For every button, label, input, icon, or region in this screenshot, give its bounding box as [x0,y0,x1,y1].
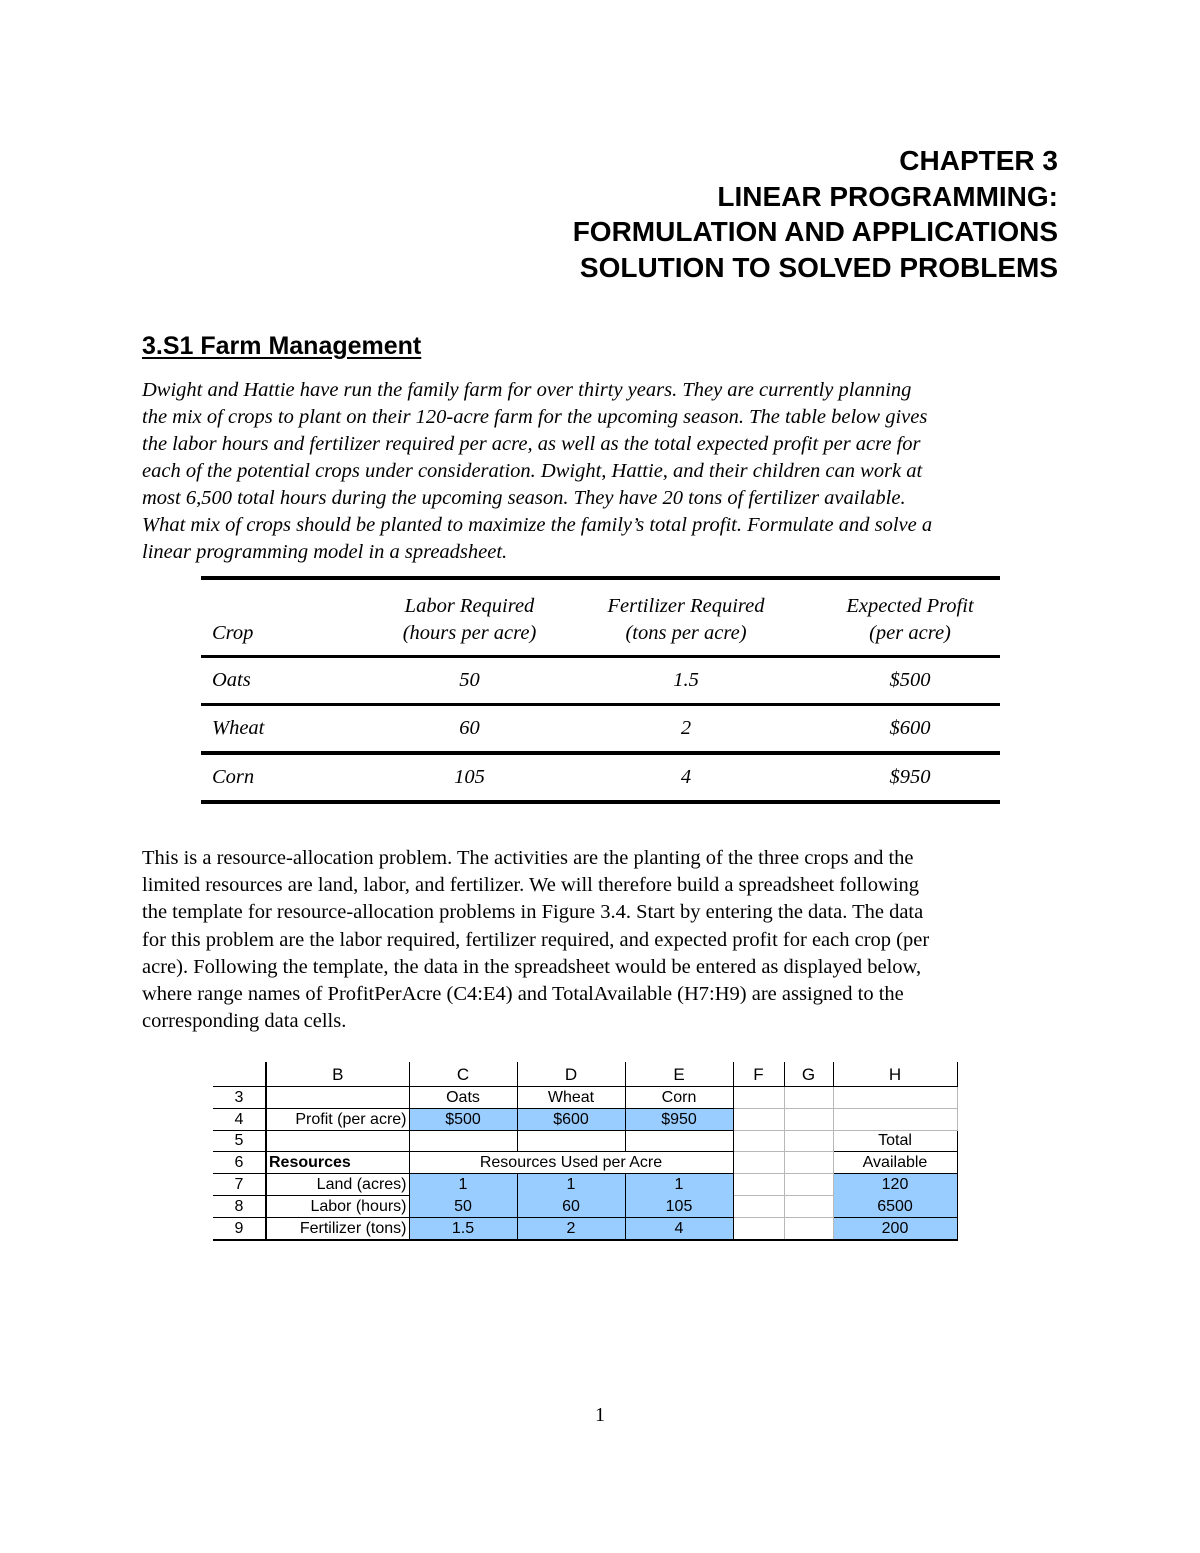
header-crop: Crop [212,622,254,644]
corner-cell [213,1062,266,1087]
header-labor: Labor Required (hours per acre) [402,595,537,644]
header-profit: Expected Profit (per acre) [846,595,974,644]
cell-e4[interactable]: $950 [625,1108,733,1130]
sheet-row-3 [213,1087,957,1109]
cell-h9[interactable]: 200 [833,1217,957,1239]
cell-c6-e6[interactable]: Resources Used per Acre [409,1152,733,1174]
column-header-h[interactable]: H [833,1062,957,1087]
cell-e3[interactable]: Corn [625,1087,733,1109]
cell-b9[interactable]: Fertilizer (tons) [266,1217,409,1239]
table-row [201,755,1000,800]
explanation-line: This is a resource-allocation problem. The activities are the planting of the three crops and the [142,847,914,869]
profit-value: $600 [889,717,931,739]
problem-line: each of the potential crops under consideration. Dwight, Hattie, and their children can work at [142,460,923,482]
cell-d9[interactable]: 2 [517,1217,625,1239]
crop-table [201,576,1000,804]
cell-c9[interactable]: 1.5 [409,1217,517,1239]
labor-value: 50 [459,669,480,691]
cell-d7[interactable]: 1 [517,1174,625,1196]
cell-f4[interactable] [733,1108,784,1130]
cell-b3[interactable] [266,1087,409,1109]
cell-c4[interactable]: $500 [409,1108,517,1130]
cell-g4[interactable] [784,1108,833,1130]
fertilizer-value: 4 [680,766,692,788]
table-row [201,706,1000,751]
sheet-row-8 [213,1195,957,1217]
cell-h3[interactable] [833,1087,957,1109]
cell-f5[interactable] [733,1130,784,1152]
cell-f6[interactable] [733,1152,784,1174]
problem-statement [142,377,1072,566]
cell-b8[interactable]: Labor (hours) [266,1195,409,1217]
problem-line: the mix of crops to plant on their 120-acre farm for the upcoming season. The table below gives [142,406,928,428]
problem-line: the labor hours and fertilizer required per acre, as well as the total expected profit per acre for [142,433,921,455]
table-header-row [201,580,1000,655]
explanation-line: for this problem are the labor required, fertilizer required, and expected profit for each crop (per [142,928,930,951]
sheet-row-4 [213,1108,957,1130]
sheet-row-6 [213,1152,957,1174]
cell-f9[interactable] [733,1217,784,1239]
column-header-c[interactable]: C [409,1062,517,1087]
fertilizer-value: 1.5 [673,669,699,691]
table-rule [201,800,1000,804]
row-header[interactable]: 3 [213,1087,266,1109]
cell-d4[interactable]: $600 [517,1108,625,1130]
spreadsheet [213,1062,958,1241]
fertilizer-value: 2 [680,717,692,739]
column-header-d[interactable]: D [517,1062,625,1087]
sheet-row-7 [213,1174,957,1196]
cell-b7[interactable]: Land (acres) [266,1174,409,1196]
problem-line: Dwight and Hattie have run the family farm for over thirty years. They are currently planning [142,379,912,401]
explanation-line: acre). Following the template, the data in the spreadsheet would be entered as displayed below, [142,955,922,978]
explanation-line: where range names of ProfitPerAcre (C4:E4) and TotalAvailable (H7:H9) are assigned to the [142,983,904,1006]
problem-line: What mix of crops should be planted to maximize the family’s total profit. Formulate and solve a [142,514,933,536]
cell-c7[interactable]: 1 [409,1174,517,1196]
explanation-paragraph [142,845,1072,1035]
document-type: SOLUTION TO SOLVED PROBLEMS [579,251,1058,283]
row-header[interactable]: 5 [213,1130,266,1152]
cell-d3[interactable]: Wheat [517,1087,625,1109]
sheet-row-5 [213,1130,957,1152]
section-title: 3.S1 Farm Management [142,332,422,360]
problem-line: most 6,500 total hours during the upcoming season. They have 20 tons of fertilizer available. [142,487,906,509]
cell-c8[interactable]: 50 [409,1195,517,1217]
cell-b5[interactable] [266,1130,409,1152]
profit-value: $500 [889,669,931,691]
cell-d8[interactable]: 60 [517,1195,625,1217]
cell-g9[interactable] [784,1217,833,1239]
sheet-row-9 [213,1217,957,1239]
cell-e8[interactable]: 105 [625,1195,733,1217]
chapter-number: CHAPTER 3 [899,145,1058,176]
row-header[interactable]: 8 [213,1195,266,1217]
cell-c5[interactable] [409,1130,517,1152]
row-header[interactable]: 4 [213,1108,266,1130]
cell-f8[interactable] [733,1195,784,1217]
explanation-line: corresponding data cells. [142,1010,347,1033]
labor-value: 60 [459,717,480,739]
column-header-b[interactable]: B [266,1062,409,1087]
header-fertilizer: Fertilizer Required (tons per acre) [607,595,765,644]
problem-line: linear programming model in a spreadsheet. [142,541,508,563]
row-header[interactable]: 6 [213,1152,266,1174]
cell-h7[interactable]: 120 [833,1174,957,1196]
cell-f3[interactable] [733,1087,784,1109]
profit-value: $950 [889,766,931,788]
column-header-row [213,1062,957,1087]
cell-h8[interactable]: 6500 [833,1195,957,1217]
explanation-line: the template for resource-allocation problems in Figure 3.4. Start by entering the data. The data [142,901,924,924]
column-header-e[interactable]: E [625,1062,733,1087]
cell-g3[interactable] [784,1087,833,1109]
cell-f7[interactable] [733,1174,784,1196]
cell-g7[interactable] [784,1174,833,1196]
chapter-subtitle: FORMULATION AND APPLICATIONS [572,216,1058,247]
crop-name: Oats [212,669,251,691]
chapter-title: LINEAR PROGRAMMING: [717,180,1058,212]
cell-g8[interactable] [784,1195,833,1217]
cell-g5[interactable] [784,1130,833,1152]
cell-b4[interactable]: Profit (per acre) [266,1108,409,1130]
cell-e9[interactable]: 4 [625,1217,733,1239]
column-header-g[interactable]: G [784,1062,833,1087]
cell-c3[interactable]: Oats [409,1087,517,1109]
labor-value: 105 [454,766,485,788]
page-number: 1 [595,1404,605,1426]
cell-h5[interactable]: Total [833,1130,957,1152]
crop-name: Corn [212,766,255,788]
explanation-line: limited resources are land, labor, and fertilizer. We will therefore build a spreadsheet following [142,874,920,897]
cell-g6[interactable] [784,1152,833,1174]
row-header[interactable]: 9 [213,1217,266,1239]
table-row [201,658,1000,703]
cell-b6[interactable]: Resources [266,1152,409,1174]
cell-e7[interactable]: 1 [625,1174,733,1196]
cell-d5[interactable] [517,1130,625,1152]
row-header[interactable]: 7 [213,1174,266,1196]
cell-e5[interactable] [625,1130,733,1152]
cell-h6[interactable]: Available [833,1152,957,1174]
chapter-header [573,143,1058,285]
crop-name: Wheat [212,717,265,739]
column-header-f[interactable]: F [733,1062,784,1087]
cell-h4[interactable] [833,1108,957,1130]
